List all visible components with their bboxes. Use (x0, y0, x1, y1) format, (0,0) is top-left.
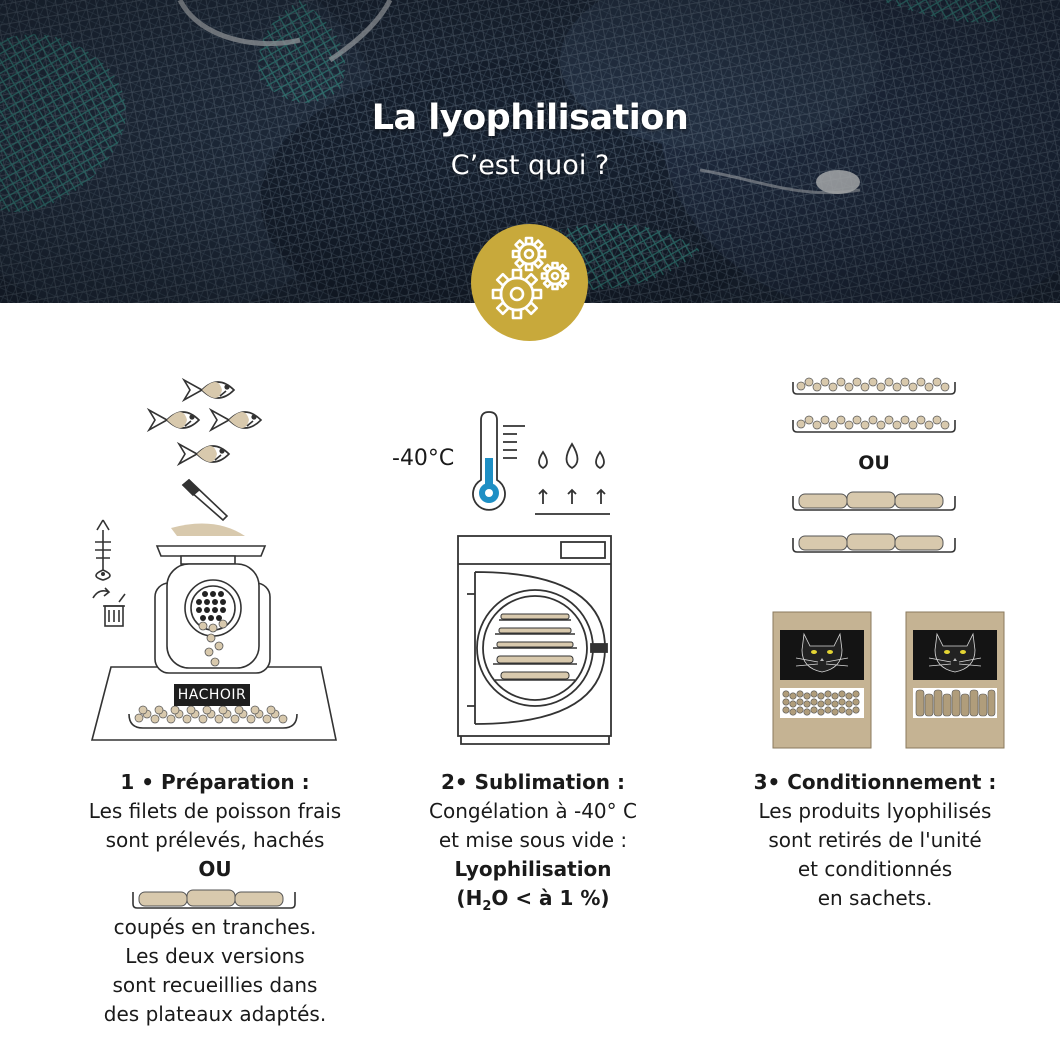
page-subtitle: C’est quoi ? (450, 150, 610, 181)
step-text: et mise sous vide : (438, 828, 628, 852)
step-text: Congélation à -40° C (429, 799, 637, 823)
freeze-dryer-icon (458, 536, 611, 744)
fish-icon (211, 410, 261, 430)
formula: ($H_2O$ < à 1 %) (456, 886, 610, 914)
step-text: en sachets. (817, 886, 933, 910)
pouches-illustration (770, 610, 1010, 750)
grinder-label: HACHOIR (174, 684, 250, 706)
knife-icon (183, 480, 227, 520)
sliced-tray-icon (45, 884, 385, 913)
page-title: La lyophilisation (371, 98, 689, 138)
step-text: sont retirés de l'unité (768, 828, 982, 852)
gears-icon (471, 224, 588, 341)
fish-icon (184, 380, 234, 400)
step-packaging (705, 768, 1045, 913)
step-preparation (45, 768, 385, 1029)
step-text: sont prélevés, hachés (105, 828, 325, 852)
trash-icon (93, 588, 125, 626)
fish-icon (149, 410, 199, 430)
step-text: sont recueillies dans (112, 973, 318, 997)
pouch-minced (773, 612, 871, 748)
step-text: coupés en tranches. (113, 915, 317, 939)
thermometer-icon (473, 412, 525, 510)
step-heading: 3• Conditionnement : (753, 770, 997, 794)
or-label: OU (198, 857, 232, 881)
minced-product (797, 378, 949, 429)
gears-badge (471, 224, 588, 341)
step-sublimation (363, 768, 703, 921)
sliced-product (799, 492, 943, 550)
fish-icon (179, 444, 229, 464)
step-heading: 2• Sublimation : (440, 770, 626, 794)
step-highlight: Lyophilisation (454, 857, 612, 881)
temperature-label: -40°C (392, 446, 455, 471)
step-text: et conditionnés (797, 857, 953, 881)
step-text: Les deux versions (125, 944, 305, 968)
evaporation-icon (535, 444, 610, 514)
sublimation-illustration (455, 408, 615, 748)
pouch-sliced (906, 612, 1004, 748)
or-label: OU (858, 452, 890, 474)
step-heading: 1 • Préparation : (120, 770, 310, 794)
step-text: Les produits lyophilisés (758, 799, 992, 823)
step-text: Les filets de poisson frais (88, 799, 342, 823)
fish-bone-icon (95, 520, 111, 580)
step-text: des plateaux adaptés. (103, 1002, 327, 1026)
